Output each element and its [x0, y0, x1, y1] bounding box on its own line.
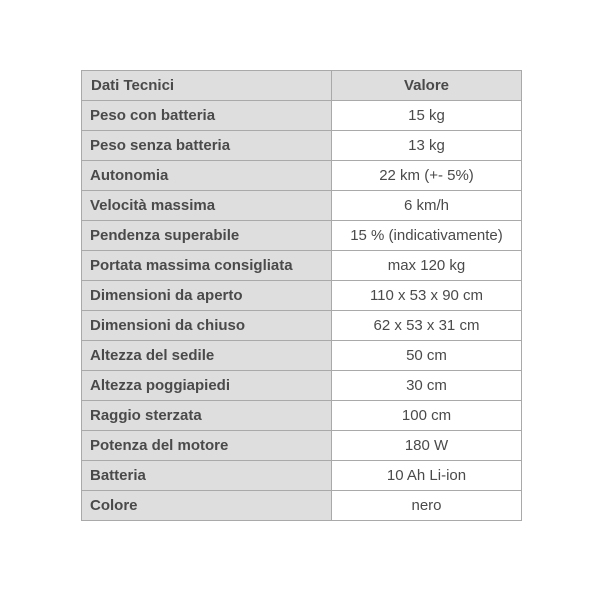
row-value: 15 % (indicativamente) [332, 221, 522, 251]
table-row [82, 191, 522, 221]
table-header-row [82, 71, 522, 101]
table-row [82, 311, 522, 341]
row-label: Altezza del sedile [82, 341, 332, 371]
column-header-name: Dati Tecnici [82, 71, 332, 101]
row-label: Altezza poggiapiedi [82, 371, 332, 401]
row-label: Potenza del motore [82, 431, 332, 461]
row-label: Colore [82, 491, 332, 521]
table-row [82, 281, 522, 311]
specs-table [81, 70, 522, 521]
table-row [82, 161, 522, 191]
table-row [82, 341, 522, 371]
row-label: Velocità massima [82, 191, 332, 221]
table-row [82, 221, 522, 251]
row-label: Dimensioni da aperto [82, 281, 332, 311]
row-value: 180 W [332, 431, 522, 461]
table-row [82, 401, 522, 431]
table-row [82, 491, 522, 521]
table-row [82, 251, 522, 281]
row-value: 110 x 53 x 90 cm [332, 281, 522, 311]
row-label: Peso con batteria [82, 101, 332, 131]
table-row [82, 431, 522, 461]
row-label: Raggio sterzata [82, 401, 332, 431]
row-value: 50 cm [332, 341, 522, 371]
row-value: max 120 kg [332, 251, 522, 281]
row-label: Peso senza batteria [82, 131, 332, 161]
row-value: 30 cm [332, 371, 522, 401]
row-value: nero [332, 491, 522, 521]
table-row [82, 131, 522, 161]
row-label: Portata massima consigliata [82, 251, 332, 281]
table-row [82, 101, 522, 131]
row-value: 13 kg [332, 131, 522, 161]
row-value: 6 km/h [332, 191, 522, 221]
row-label: Batteria [82, 461, 332, 491]
row-label: Autonomia [82, 161, 332, 191]
column-header-value: Valore [332, 71, 522, 101]
row-value: 10 Ah Li-ion [332, 461, 522, 491]
row-value: 15 kg [332, 101, 522, 131]
row-value: 22 km (+- 5%) [332, 161, 522, 191]
row-label: Pendenza superabile [82, 221, 332, 251]
row-label: Dimensioni da chiuso [82, 311, 332, 341]
table-row [82, 371, 522, 401]
row-value: 100 cm [332, 401, 522, 431]
row-value: 62 x 53 x 31 cm [332, 311, 522, 341]
table-row [82, 461, 522, 491]
